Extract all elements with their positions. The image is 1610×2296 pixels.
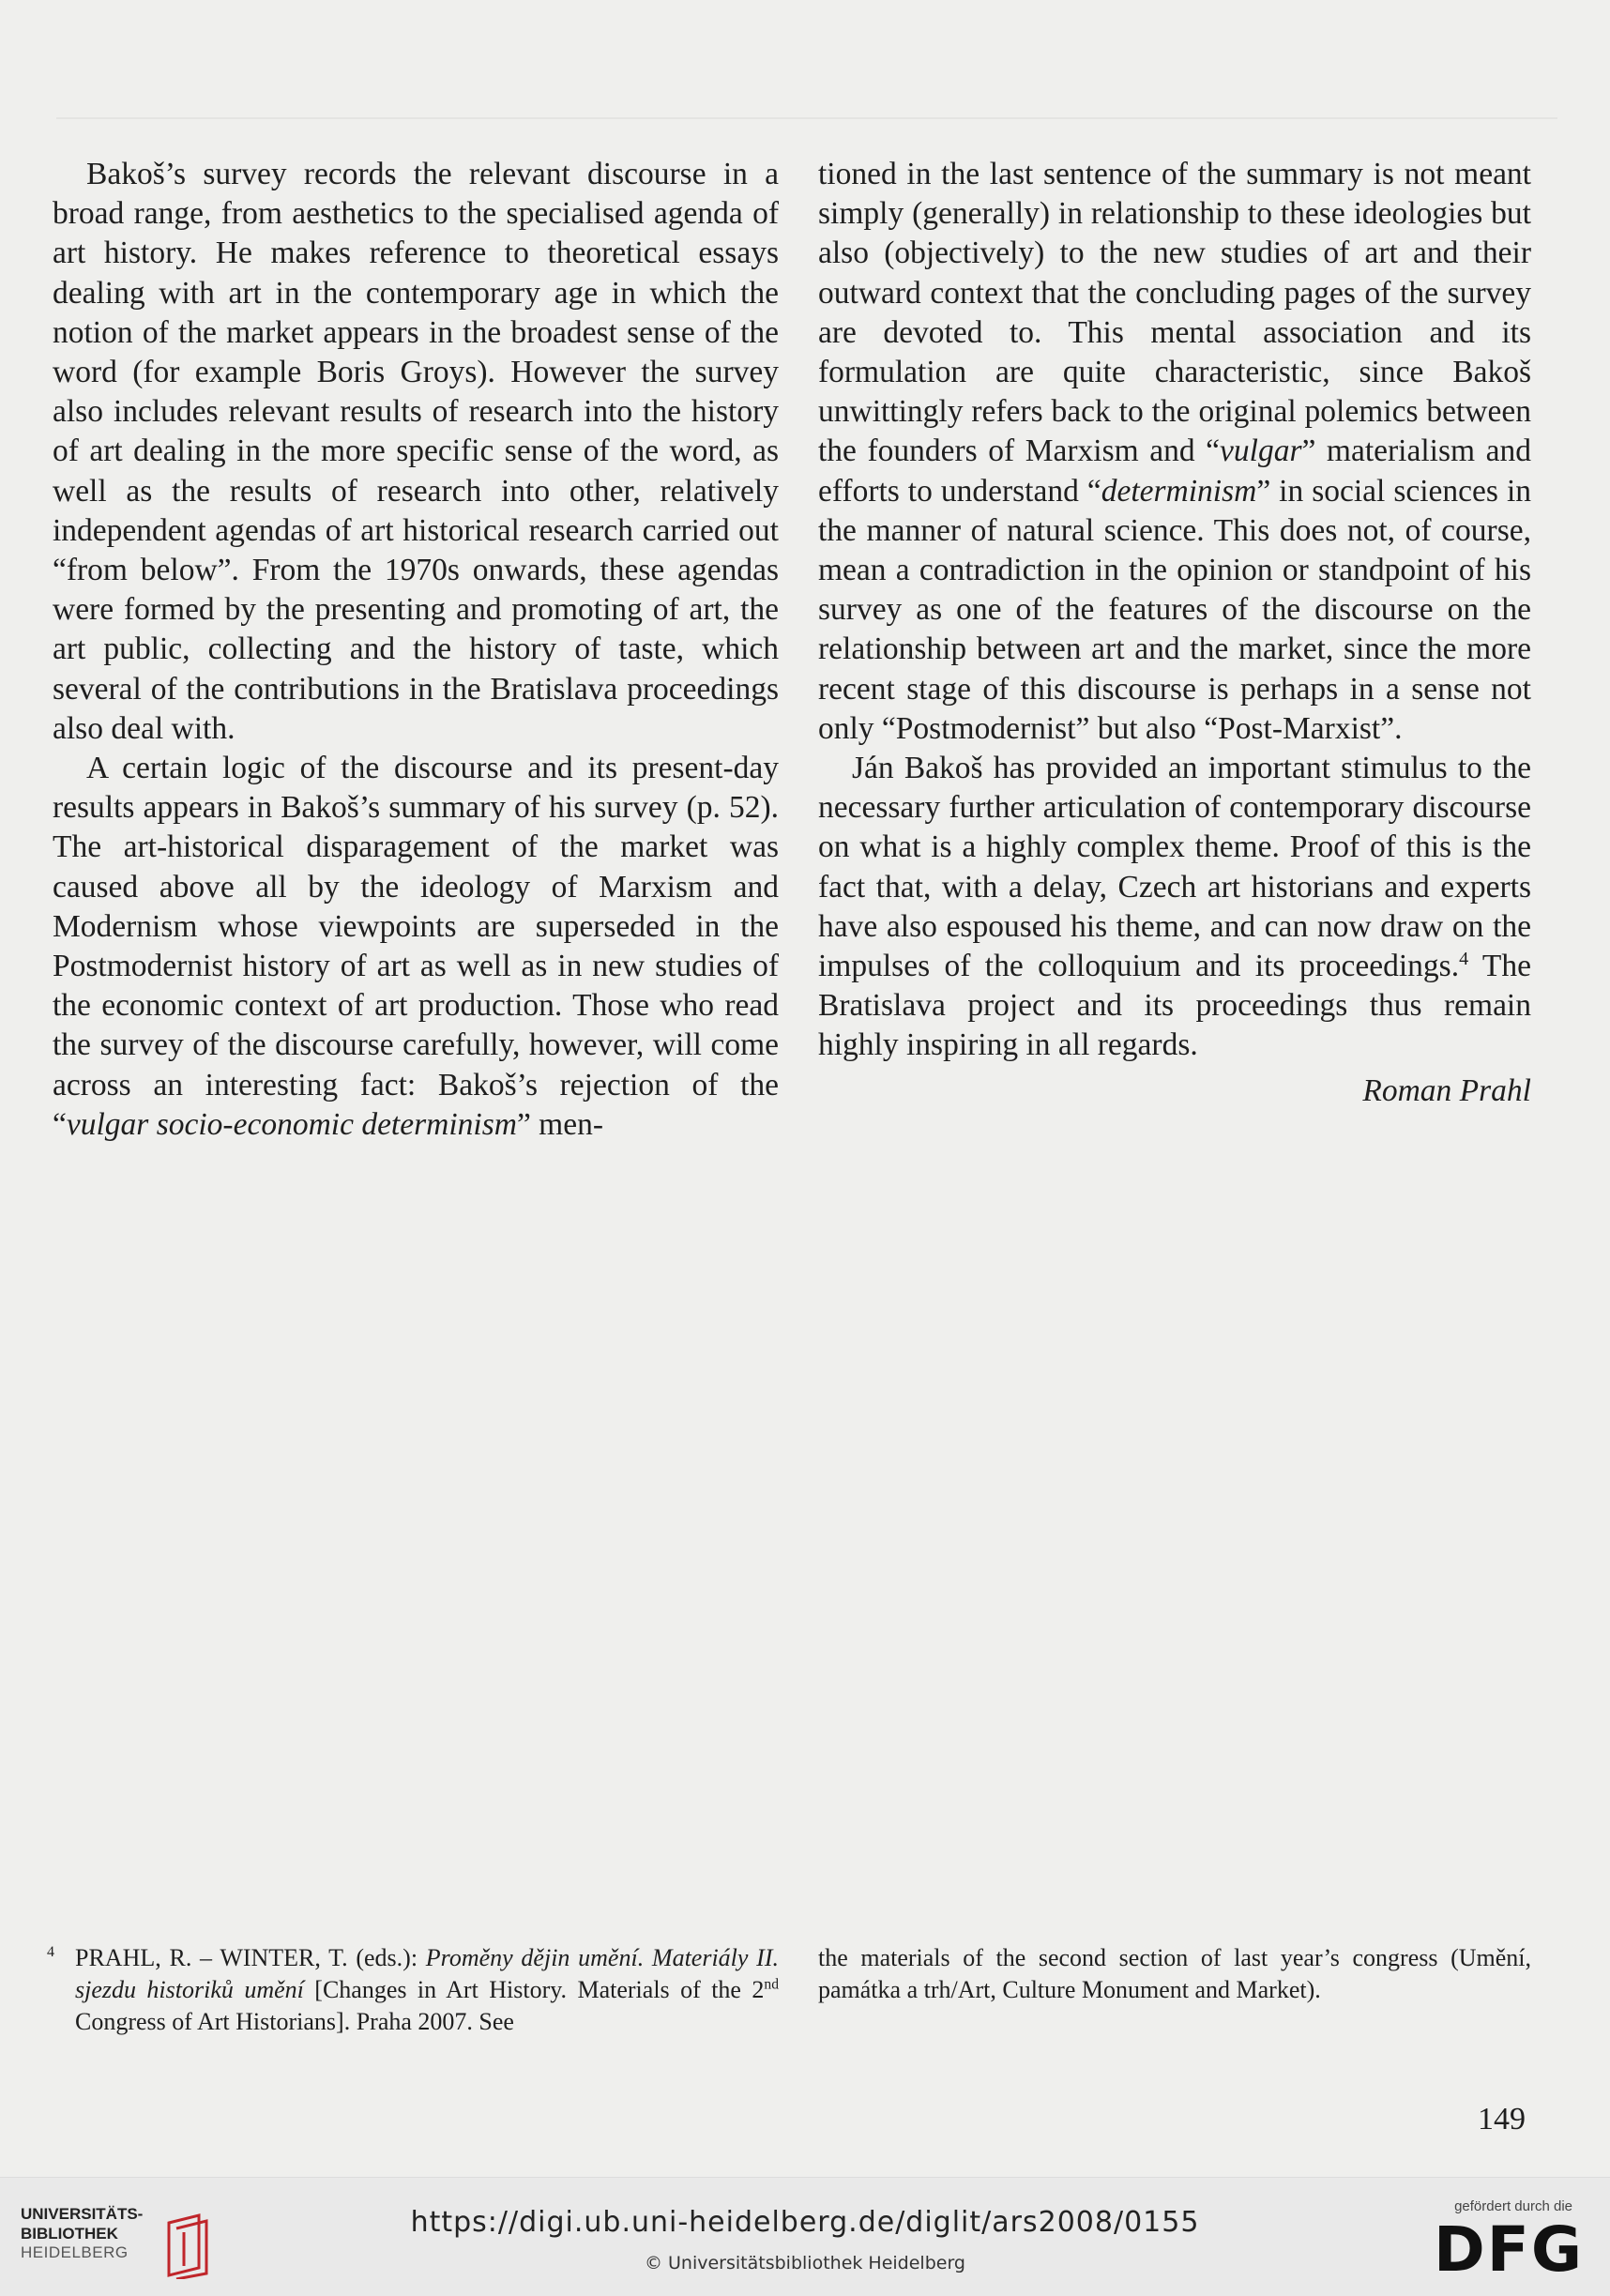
- footnote-ref[interactable]: 4: [1459, 948, 1469, 969]
- author-signature: Roman Prahl: [1362, 1072, 1531, 1108]
- permalink-url[interactable]: https://digi.ub.uni-heidelberg.de/diglit/ars2008/0155: [410, 2206, 1200, 2239]
- left-column: [53, 155, 779, 1145]
- dfg-logo[interactable]: DFG: [1433, 2213, 1584, 2286]
- right-column: [818, 155, 1531, 1111]
- paragraph: Ján Bakoš has provided an important stimulus to the necessary further articulation of contemporary discourse on what is a highly complex theme. Proof of this is the fact that, with a delay, Czech art historians and experts have also espoused his theme, and can now draw on the impulses of the colloquium and its proceedings.$^4$ The Bratislava project and its proceedings thus remain highly inspiring in all regards.: [818, 751, 1531, 1063]
- italic-term: determinism: [1101, 473, 1257, 509]
- paragraph: A certain logic of the discourse and its present-day results appears in Bakoš’s summary of his survey (p. 52). The art-historical disparagement of the market was caused above all by the ideology of Marxism and Modernism whose viewpoints are superseded in the Postmodernist history of art as well as in new studies of the economic context of art production. Those who read the survey of the discourse carefully, however, will come across an interesting fact: Bakoš’s rejection of the “vulgar socio-economic determinism” men-: [53, 751, 779, 1142]
- paragraph: Bakoš’s survey records the relevant discourse in a broad range, from aesthetics to the specialised agenda of art history. He makes reference to theoretical essays dealing with art in the contemporary age in which the notion of the market appears in the broadest sense of the word (for example Boris Groys). However the survey also includes relevant results of research into the history of art dealing in the more specific sense of the word, as well as the results of research into other, relatively independent agendas of art historical research carried out “from below”. From the 1970s onwards, these agendas were formed by the presenting and promoting of art, the art public, collecting and the history of taste, which several of the contributions in the Bratislava proceedings also deal with.: [53, 157, 779, 746]
- italic-term: vulgar socio-economic determinism: [66, 1106, 517, 1142]
- library-logo[interactable]: UNIVERSITÄTS- BIBLIOTHEK HEIDELBERG: [21, 2204, 227, 2279]
- bleed-through-rule: [56, 117, 1557, 119]
- footnote-continuation: the materials of the second section of last year’s congress (Umění, památka a trh/Art, Culture Monument and Market).: [818, 1944, 1531, 2003]
- copyright-notice: © Universitätsbibliothek Heidelberg: [644, 2253, 965, 2273]
- italic-term: vulgar: [1220, 433, 1302, 469]
- page-number: 149: [1478, 2102, 1526, 2136]
- footnote-number: 4: [47, 1944, 54, 1960]
- digitization-footer: [0, 2177, 1610, 2296]
- funding-note: gefördert durch die: [1454, 2198, 1572, 2214]
- footnote: [47, 1942, 780, 2038]
- paragraph: tioned in the last sentence of the summary is not meant simply (generally) in relationship to these ideologies but also (objectively) to the new studies of art and their outward context that the concluding pages of the survey are devoted to. This mental association and its formulation are quite characteristic, since Bakoš unwittingly refers back to the original polemics between the founders of Marxism and “vulgar” materialism and efforts to understand “determinism” in social sciences in the manner of natural science. This does not, of course, mean a contradiction in the opinion or standpoint of his survey as one of the features of the discourse on the relationship between art and the market, since the more recent stage of this discourse is perhaps in a sense not only “Postmodernist” but also “Post-Marxist”.: [818, 157, 1531, 746]
- footnote-text: PRAHL, R. – WINTER, T. (eds.): Proměny dějin umění. Materiály II. sjezdu historiků umění [Changes in Art History. Materials of the 2nd Congress of Art Historians]. Praha 2007. See: [75, 1944, 780, 2035]
